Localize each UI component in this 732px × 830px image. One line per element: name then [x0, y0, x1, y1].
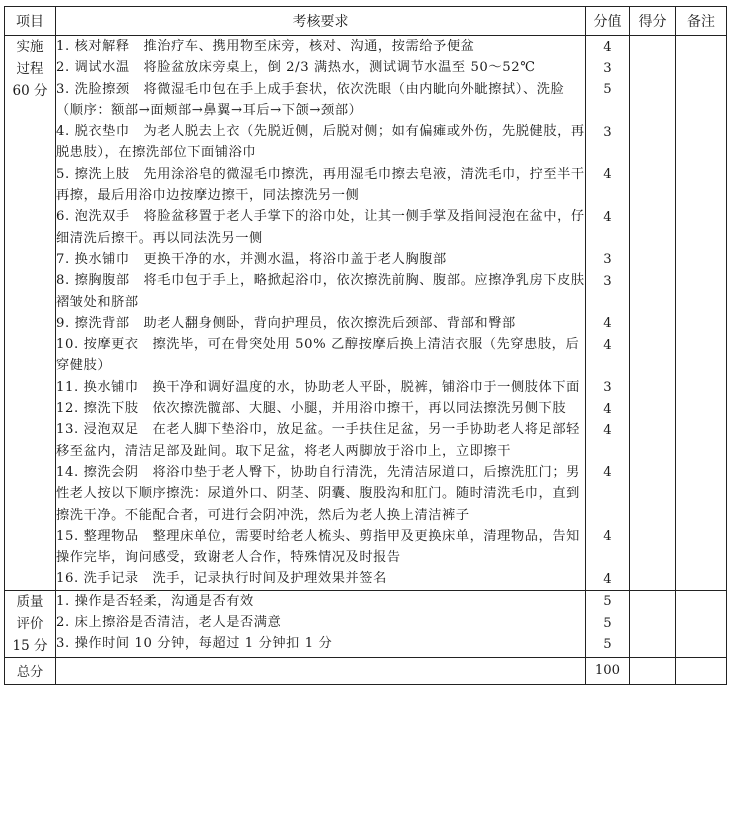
quality-remark-cell[interactable] [676, 590, 727, 657]
header-category: 项目 [5, 7, 56, 36]
implementation-score: 4 [603, 465, 612, 481]
implementation-item: 3. 洗脸擦颈 将微湿毛巾包在手上成手套状，依次洗眼（由内眦向外眦擦拭）、洗脸（顺序：额部→面颊部→鼻翼→耳后→下颌→颈部） [56, 81, 565, 118]
header-row [5, 7, 727, 36]
implementation-item: 11. 换水铺巾 换干净和调好温度的水，协助老人平卧，脱裤，铺浴巾于一侧肢体下面 [56, 379, 580, 395]
implementation-score: 4 [603, 39, 612, 55]
implementation-obtained-cell[interactable] [630, 36, 676, 591]
assessment-table [4, 6, 727, 685]
implementation-requirements [56, 36, 586, 591]
header-score: 分值 [586, 7, 630, 36]
implementation-scores [586, 36, 630, 591]
implementation-row [5, 36, 727, 591]
quality-obtained-cell[interactable] [630, 590, 676, 657]
implementation-score: 5 [603, 82, 612, 98]
implementation-score: 3 [603, 273, 612, 289]
header-remark: 备注 [676, 7, 727, 36]
total-score: 100 [586, 657, 630, 684]
header-requirement: 考核要求 [56, 7, 586, 36]
implementation-score: 4 [603, 316, 612, 332]
quality-label-line: 评价 [16, 615, 44, 632]
quality-item: 1. 操作是否轻柔，沟通是否有效 [56, 593, 254, 609]
implementation-item: 16. 洗手记录 洗手，记录执行时间及护理效果并签名 [56, 571, 387, 587]
quality-label-line: 15 分 [12, 637, 48, 654]
quality-label [5, 590, 56, 657]
implementation-label [5, 36, 56, 591]
implementation-label-line: 实施 [16, 39, 44, 55]
implementation-item: 6. 泡洗双手 将脸盆移置于老人手掌下的浴巾处，让其一侧手掌及指间浸泡在盆中，仔细清洗后擦干。再以同法洗另一侧 [56, 209, 585, 246]
quality-item: 2. 床上擦浴是否清洁，老人是否满意 [56, 615, 282, 631]
implementation-item: 8. 擦胸腹部 将毛巾包于手上，略掀起浴巾，依次擦洗前胸、腹部。应擦净乳房下皮肤褶皱处和脐部 [56, 273, 585, 310]
implementation-remark-cell[interactable] [676, 36, 727, 591]
implementation-label-line: 60 分 [12, 83, 48, 99]
implementation-item: 7. 换水铺巾 更换干净的水，并测水温，将浴巾盖于老人胸腹部 [56, 251, 447, 267]
quality-row [5, 590, 727, 657]
implementation-score: 3 [603, 124, 612, 140]
total-obtained-cell[interactable] [630, 657, 676, 684]
header-obtained: 得分 [630, 7, 676, 36]
implementation-item: 5. 擦洗上肢 先用涂浴皂的微湿毛巾擦洗，再用湿毛巾擦去皂液，清洗毛巾，拧至半干再擦，最后用浴巾边按摩边擦干，同法擦洗另一侧 [56, 166, 585, 204]
quality-requirements [56, 590, 586, 657]
implementation-score: 4 [603, 167, 612, 183]
quality-label-line: 质量 [16, 593, 44, 610]
implementation-score: 3 [603, 60, 612, 76]
implementation-score: 4 [603, 337, 612, 353]
total-remark-cell[interactable] [676, 657, 727, 684]
quality-score: 5 [603, 615, 612, 631]
total-empty-cell [56, 657, 586, 684]
implementation-item: 2. 调试水温 将脸盆放床旁桌上，倒 2/3 满热水，测试调节水温至 50～52℃ [56, 60, 536, 76]
quality-score: 5 [603, 594, 612, 610]
implementation-score: 4 [603, 209, 612, 225]
implementation-score: 4 [603, 401, 612, 417]
implementation-item: 9. 擦洗背部 助老人翻身侧卧，背向护理员，依次擦洗后颈部、背部和臀部 [56, 315, 516, 331]
implementation-score: 3 [603, 380, 612, 396]
implementation-label-line: 过程 [16, 61, 44, 77]
total-row [5, 657, 727, 684]
implementation-score: 4 [603, 422, 612, 438]
implementation-item: 12. 擦洗下肢 依次擦洗髋部、大腿、小腿，并用浴巾擦干，再以同法擦洗另侧下肢 [56, 401, 567, 417]
implementation-score: 4 [603, 571, 612, 587]
implementation-score: 4 [603, 529, 612, 545]
implementation-item: 4. 脱衣垫巾 为老人脱去上衣（先脱近侧，后脱对侧；如有偏瘫或外伤，先脱健肢，再脱患肢），在擦洗部位下面铺浴巾 [56, 124, 585, 161]
total-label: 总分 [5, 657, 56, 684]
quality-scores [586, 590, 630, 657]
implementation-item: 14. 擦洗会阴 将浴巾垫于老人臀下，协助自行清洗，先清洁尿道口，后擦洗肛门；男性老人按以下顺序擦洗：尿道外口、阴茎、阴囊、腹股沟和肛门。随时清洗毛巾，直到擦洗干净。不能配合者，可进行会阴冲洗，然后为老人换上清洁裤子 [56, 464, 580, 523]
quality-item: 3. 操作时间 10 分钟，每超过 1 分钟扣 1 分 [56, 636, 333, 652]
quality-score: 5 [603, 636, 612, 652]
implementation-item: 15. 整理物品 整理床单位，需要时给老人梳头、剪指甲及更换床单，清理物品，告知操作完毕，询问感受，致谢老人合作，特殊情况及时报告 [56, 528, 580, 566]
implementation-score: 3 [603, 252, 612, 268]
implementation-item: 13. 浸泡双足 在老人脚下垫浴巾，放足盆。一手扶住足盆，另一手协助老人将足部轻移至盆内，清洁足部及趾间。取下足盆，将老人两脚放于浴巾上，立即擦干 [56, 422, 580, 459]
implementation-item: 10. 按摩更衣 擦洗毕，可在骨突处用 50% 乙醇按摩后换上清洁衣服（先穿患肢，后穿健肢） [56, 337, 580, 374]
implementation-item: 1. 核对解释 推治疗车、携用物至床旁，核对、沟通，按需给予便盆 [56, 39, 475, 54]
